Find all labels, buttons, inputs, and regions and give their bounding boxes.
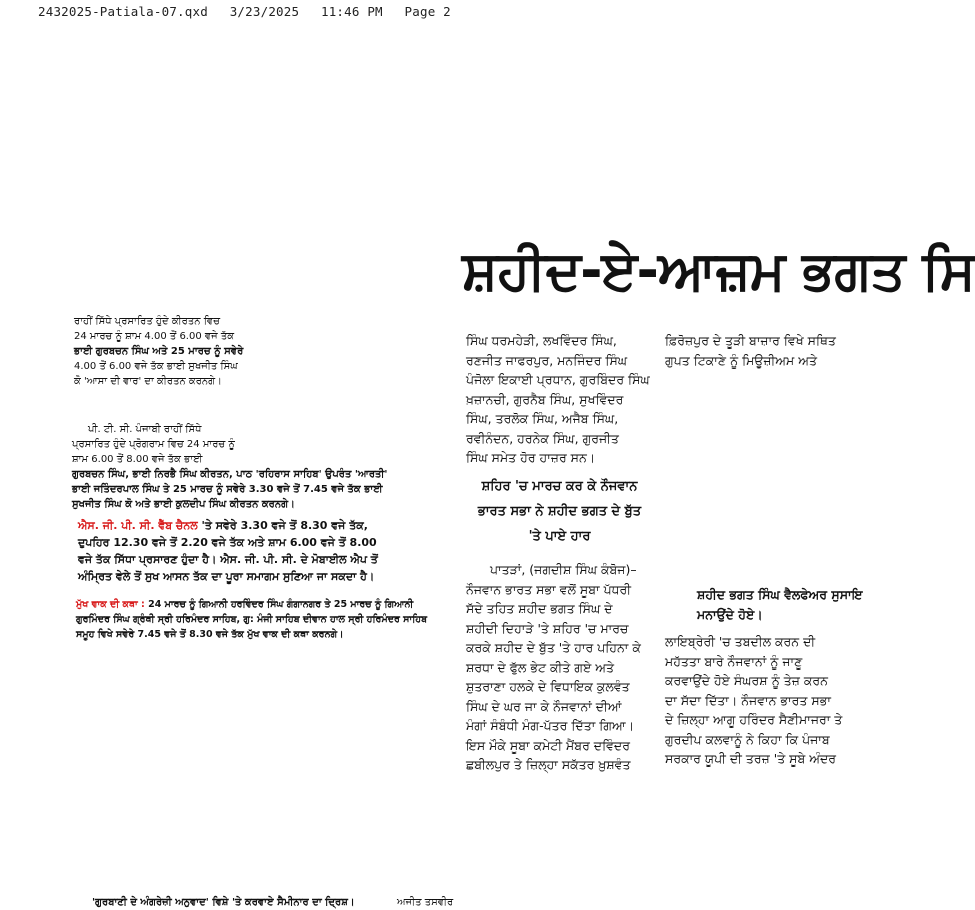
text-line: ਸਿੰਘ, ਤਰਲੋਕ ਸਿੰਘ, ਅਜੈਬ ਸਿੰਘ, (466, 411, 619, 426)
text-line: ਪੰਜੋਲਾ ਇਕਾਈ ਪ੍ਰਧਾਨ, ਗੁਰਬਿੰਦਰ ਸਿੰਘ (466, 372, 650, 387)
text-line: ਸ਼ਹੀਦੀ ਦਿਹਾੜੇ 'ਤੇ ਸ਼ਹਿਰ 'ਚ ਮਾਰਚ (466, 620, 629, 636)
photo-credit: ਅਜੀਤ ਤਸਵੀਰ (397, 897, 454, 908)
text-line: ਰਣਜੀਤ ਜਾਫਰਪੁਰ, ਮਨਜਿੰਦਰ ਸਿੰਘ (466, 352, 628, 368)
sub-headline (462, 474, 657, 549)
text-line (76, 597, 438, 612)
text-line: ਸਰਕਾਰ ਯੂਪੀ ਦੀ ਤਰਜ਼ 'ਤੇ ਸੂਬੇ ਅੰਦਰ (665, 751, 837, 766)
sgpc-channel-label: ਐਸ. ਜੀ. ਪੀ. ਸੀ. ਵੈੱਬ ਚੈਨਲ (78, 519, 198, 532)
text-line: ਦੇ ਜ਼ਿਲ੍ਹਾ ਆਗੂ ਹਰਿੰਦਰ ਸੈਣੀਮਾਜਰਾ ਤੇ (665, 712, 843, 727)
sub-headline-line: ਭਾਰਤ ਸਭਾ ਨੇ ਸ਼ਹੀਦ ਭਗਤ ਦੇ ਬੁੱਤ (477, 504, 642, 519)
text-line: ਪੀ. ਟੀ. ਸੀ. ਪੰਜਾਬੀ ਰਾਹੀਂ ਸਿੱਧੇ (88, 424, 202, 435)
text-line: ਸ਼ੁਤਰਾਣਾ ਹਲਕੇ ਦੇ ਵਿਧਾਇਕ ਕੁਲਵੰਤ (466, 679, 630, 694)
text-line (78, 517, 438, 534)
text-line: ਸ਼ਹੀਦ ਭਗਤ ਸਿੰਘ ਵੈਲਫੇਅਰ ਸੁਸਾਇ (697, 587, 863, 602)
katha-label: ਮੁੱਖ ਵਾਕ ਦੀ ਕਥਾ : (76, 599, 145, 610)
text-line: ਸ਼ਰਧਾ ਦੇ ਫੁੱਲ ਭੇਟ ਕੀਤੇ ਗਏ ਅਤੇ (466, 659, 614, 675)
kirtan-block-1 (74, 314, 264, 389)
text-line: ਕੋ 'ਆਸਾ ਦੀ ਵਾਰ' ਦਾ ਕੀਰਤਨ ਕਰਨਗੇ। (74, 376, 222, 387)
article-col1-body (466, 560, 653, 775)
text-line: ਸਮੂਹ ਵਿਖੇ ਸਵੇਰੇ 7.45 ਵਜੇ ਤੋਂ 8.30 ਵਜੇ ਤੱਕ ਮੁੱਖ ਵਾਕ ਦੀ ਕਥਾ ਕਰਨਗੇ। (76, 629, 344, 640)
text-line: 24 ਮਾਰਚ ਨੂੰ ਸ਼ਾਮ 4.00 ਤੋਂ 6.00 ਵਜੇ ਤੱਕ (74, 331, 235, 342)
text-line: ਖ਼ਜ਼ਾਨਚੀ, ਗੁਰਨੈਬ ਸਿੰਘ, ਸੁਖਵਿੰਦਰ (466, 391, 624, 407)
sgpc-channel-text: 'ਤੇ ਸਵੇਰੇ 3.30 ਵਜੇ ਤੋਂ 8.30 ਵਜੇ ਤੱਕ, (201, 519, 368, 532)
text-line: ਦਾ ਸੱਦਾ ਦਿੱਤਾ। ਨੌਜਵਾਨ ਭਾਰਤ ਸਭਾ (665, 692, 831, 708)
sgpc-channel-block (78, 517, 438, 585)
text-line: ਰਵੀਨੰਦਨ, ਹਰਨੇਕ ਸਿੰਘ, ਗੁਰਜੀਤ (466, 430, 619, 446)
text-line: ਗੁਰਮਿੰਦਰ ਸਿੰਘ ਗ੍ਰੰਥੀ ਸ੍ਰੀ ਹਰਿਮੰਦਰ ਸਾਹਿਬ, ਗੁ: ਮੰਜੀ ਸਾਹਿਬ ਦੀਵਾਨ ਹਾਲ ਸ੍ਰੀ ਹਰਿਮੰਦਰ ਸਾਹਿਬ (76, 614, 428, 625)
katha-text: 24 ਮਾਰਚ ਨੂੰ ਗਿਆਨੀ ਹਰਵਿੰਦਰ ਸਿੰਘ ਗੰਗਾਨਗਰ ਤੇ 25 ਮਾਰਚ ਨੂੰ ਗਿਆਨੀ (148, 599, 414, 610)
article-col2-body (665, 632, 858, 769)
ptc-block (72, 422, 438, 512)
text-line: ਲਾਇਬ੍ਰੇਰੀ 'ਚ ਤਬਦੀਲ ਕਰਨ ਦੀ (665, 634, 816, 649)
text-line: ਪਾਤੜਾਂ, (ਜਗਦੀਸ਼ ਸਿੰਘ ਕੰਬੋਜ)– (490, 562, 637, 577)
sub-headline-line: ਸ਼ਹਿਰ 'ਚ ਮਾਰਚ ਕਰ ਕੇ ਨੌਜਵਾਨ (481, 479, 638, 494)
sub-headline-line: 'ਤੇ ਪਾਏ ਹਾਰ (528, 529, 591, 544)
text-line: ਮਹੱਤਤਾ ਬਾਰੇ ਨੌਜਵਾਨਾਂ ਨੂੰ ਜਾਣੂ (665, 653, 803, 669)
text-line: ਸ਼ਾਮ 6.00 ਤੋਂ 8.00 ਵਜੇ ਤੱਕ ਭਾਈ (72, 454, 203, 465)
text-line: ਇਸ ਮੌਕੇ ਸੂਬਾ ਕਮੇਟੀ ਮੈਂਬਰ ਦਵਿੰਦਰ (466, 737, 630, 753)
slug-file: 2432025-Patiala-07.qxd (38, 4, 208, 19)
text-line: ਗੁਰਬਚਨ ਸਿੰਘ, ਭਾਈ ਨਿਰਭੈ ਸਿੰਘ ਕੀਰਤਨ, ਪਾਠ 'ਰਹਿਰਾਸ ਸਾਹਿਬ' ਉਪਰੰਤ 'ਆਰਤੀ' (72, 469, 388, 480)
article-col2-caption (697, 585, 863, 625)
text-line: ਕਰਕੇ ਸ਼ਹੀਦ ਦੇ ਬੁੱਤ 'ਤੇ ਹਾਰ ਪਹਿਨਾ ਕੇ (466, 640, 641, 655)
text-line: ਦੁਪਹਿਰ 12.30 ਵਜੇ ਤੋਂ 2.20 ਵਜੇ ਤੱਕ ਅਤੇ ਸ਼ਾਮ 6.00 ਵਜੇ ਤੋਂ 8.00 (78, 536, 377, 549)
headline: ਸ਼ਹੀਦ-ਏ-ਆਜ਼ਮ ਭਗਤ ਸਿ (462, 239, 975, 302)
slug-date: 3/23/2025 (229, 4, 300, 19)
text-line: ਗੁਰਦੀਪ ਕਲਵਾਨੂੰ ਨੇ ਕਿਹਾ ਕਿ ਪੰਜਾਬ (665, 731, 830, 747)
text-line: ਵਜੇ ਤੱਕ ਸਿੱਧਾ ਪ੍ਰਸਾਰਣ ਹੁੰਦਾ ਹੈ। ਐਸ. ਜੀ. ਪੀ. ਸੀ. ਦੇ ਮੋਬਾਈਲ ਐਪ ਤੋਂ (78, 553, 378, 566)
photo-caption: 'ਗੁਰਬਾਣੀ ਦੇ ਅੰਗਰੇਜ਼ੀ ਅਨੁਵਾਦ' ਵਿਸ਼ੇ 'ਤੇ ਕਰਵਾਏ ਸੈਮੀਨਾਰ ਦਾ ਦ੍ਰਿਸ਼। (92, 897, 355, 908)
text-line: ਨੌਜਵਾਨ ਭਾਰਤ ਸਭਾ ਵਲੋਂ ਸੂਬਾ ਪੱਧਰੀ (466, 581, 632, 597)
slug-page: Page 2 (404, 4, 451, 19)
text-line: ਭਾਈ ਜਤਿੰਦਰਪਾਲ ਸਿੰਘ ਤੇ 25 ਮਾਰਚ ਨੂੰ ਸਵੇਰੇ 3.30 ਵਜੇ ਤੋਂ 7.45 ਵਜੇ ਤੱਕ ਭਾਈ (72, 484, 383, 495)
text-line: 4.00 ਤੋਂ 6.00 ਵਜੇ ਤੱਕ ਭਾਈ ਸੁਖਜੀਤ ਸਿੰਘ (74, 361, 238, 372)
text-line: ਸਿੰਘ ਦੇ ਘਰ ਜਾ ਕੇ ਨੌਜਵਾਨਾਂ ਦੀਆਂ (466, 698, 622, 714)
text-line: ਸਿੰਘ ਧਰਮਹੇੜੀ, ਲਖਵਿੰਦਰ ਸਿੰਘ, (466, 333, 617, 348)
text-line: ਅੰਮ੍ਰਿਤ ਵੇਲੇ ਤੋਂ ਸੁਖ ਆਸਨ ਤੱਕ ਦਾ ਪੂਰਾ ਸਮਾਗਮ ਸੁਣਿਆ ਜਾ ਸਕਦਾ ਹੈ। (78, 570, 375, 583)
text-line: ਸੁਖਜੀਤ ਸਿੰਘ ਕੋ ਅਤੇ ਭਾਈ ਕੁਲਦੀਪ ਸਿੰਘ ਕੀਰਤਨ ਕਰਨਗੇ। (72, 499, 295, 510)
text-line: ਭਾਈ ਗੁਰਬਚਨ ਸਿੰਘ ਅਤੇ 25 ਮਾਰਚ ਨੂੰ ਸਵੇਰੇ (74, 346, 244, 357)
text-line: ਮਨਾਉਂਦੇ ਹੋਏ। (697, 607, 763, 622)
text-line: ਗੁਪਤ ਟਿਕਾਣੇ ਨੂੰ ਮਿਊਜ਼ੀਅਮ ਅਤੇ (665, 352, 817, 368)
text-line: ਸੱਦੇ ਤਹਿਤ ਸ਼ਹੀਦ ਭਗਤ ਸਿੰਘ ਦੇ (466, 601, 613, 616)
text-line: ਮੰਗਾਂ ਸੰਬੰਧੀ ਮੰਗ-ਪੱਤਰ ਦਿੱਤਾ ਗਿਆ। (466, 718, 634, 733)
text-line: ਫ਼ਿਰੋਜ਼ਪੁਰ ਦੇ ਤੂੜੀ ਬਾਜ਼ਾਰ ਵਿਖੇ ਸਥਿਤ (665, 333, 836, 348)
katha-block (76, 597, 438, 642)
text-line: ਕਰਵਾਉਂਦੇ ਹੋਏ ਸੰਘਰਸ਼ ਨੂੰ ਤੇਜ਼ ਕਰਨ (665, 673, 828, 688)
article-col2-top (665, 331, 858, 370)
text-line: ਸਿੰਘ ਸਮੇਤ ਹੋਰ ਹਾਜ਼ਰ ਸਨ। (466, 450, 596, 465)
printer-slug (38, 4, 465, 19)
text-line: ਰਾਹੀਂ ਸਿੱਧੇ ਪ੍ਰਸਾਰਿਤ ਹੁੰਦੇ ਕੀਰਤਨ ਵਿਚ (74, 316, 220, 327)
article-col1-top (466, 331, 653, 468)
slug-time: 11:46 PM (320, 4, 383, 19)
text-line: ਪ੍ਰਸਾਰਿਤ ਹੁੰਦੇ ਪ੍ਰੋਗਰਾਮ ਵਿਚ 24 ਮਾਰਚ ਨੂੰ (72, 439, 235, 450)
text-line: ਛਬੀਲਪੁਰ ਤੇ ਜ਼ਿਲ੍ਹਾ ਸਕੱਤਰ ਖ਼ੁਸ਼ਵੰਤ (466, 757, 631, 772)
